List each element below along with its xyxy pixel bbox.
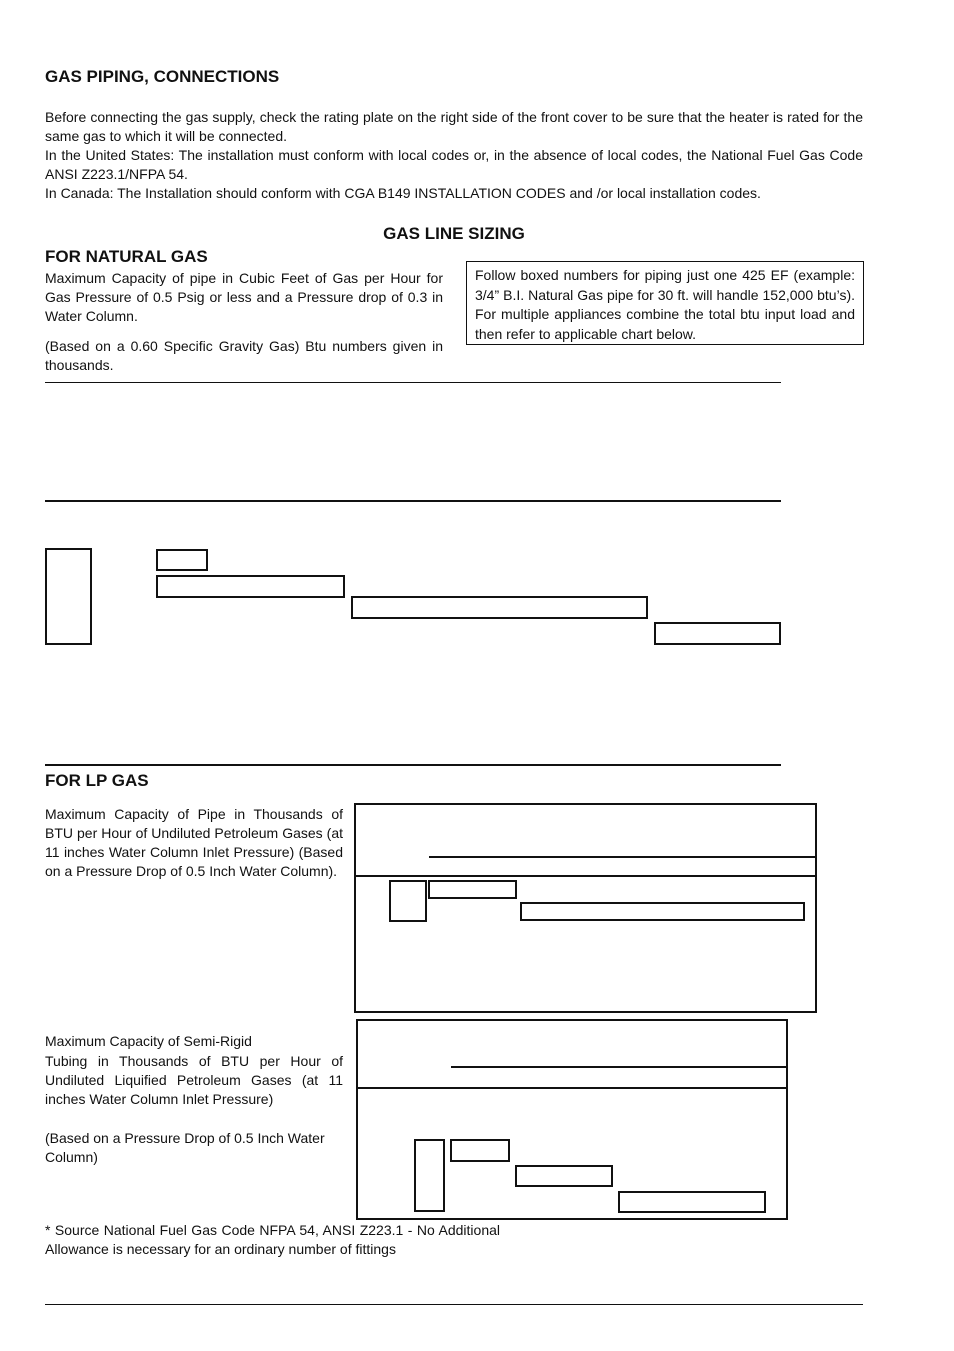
lp-tubing-highlight-box bbox=[618, 1191, 766, 1213]
lp-pipe-highlight-box bbox=[428, 880, 517, 899]
lp-pipe-table-header-rule bbox=[429, 856, 816, 858]
natural-gas-highlight-box bbox=[654, 622, 781, 645]
boxed-numbers-note: Follow boxed numbers for piping just one 425 EF (example: 3/4” B.I. Natural Gas pipe for 30 ft. will handle 152,000 btu’s). For multiple appliances combine the total btu input load and then refer to applicable chart below. bbox=[466, 261, 864, 345]
lp-pipe-table-header-rule bbox=[355, 875, 816, 877]
lp-tubing-highlight-box bbox=[515, 1165, 613, 1187]
intro-paragraph: In Canada: The Installation should conform with CGA B149 INSTALLATION CODES and /or local installation codes. bbox=[45, 185, 761, 201]
natural-gas-description: Maximum Capacity of pipe in Cubic Feet of Gas per Hour for Gas Pressure of 0.5 Psig or less and a Pressure drop of 0.3 in Water Column. bbox=[45, 270, 443, 324]
lp-tubing-table-header-rule bbox=[451, 1066, 787, 1068]
lp-pipe-highlight-box bbox=[520, 902, 805, 921]
lp-tubing-highlight-box bbox=[450, 1139, 510, 1162]
intro-text bbox=[45, 108, 863, 203]
natural-gas-highlight-box bbox=[156, 549, 208, 571]
page-bottom-rule bbox=[45, 1304, 863, 1305]
natural-gas-table-bottom-rule bbox=[45, 764, 781, 766]
intro-paragraph: In the United States: The installation must conform with local codes or, in the absence of local codes, the National Fuel Gas Code ANSI Z223.1/NFPA 54. bbox=[45, 147, 863, 182]
natural-gas-basis: (Based on a 0.60 Specific Gravity Gas) Btu numbers given in thousands. bbox=[45, 338, 443, 373]
natural-gas-highlight-box bbox=[45, 548, 92, 645]
intro-paragraph: Before connecting the gas supply, check the rating plate on the right side of the front cover to be sure that the heater is rated for the same gas to which it will be connected. bbox=[45, 109, 863, 144]
gas-line-sizing-title: GAS LINE SIZING bbox=[383, 224, 525, 243]
lp-tubing-description-title: Maximum Capacity of Semi-Rigid bbox=[45, 1033, 252, 1049]
source-footnote: * Source National Fuel Gas Code NFPA 54, ANSI Z223.1 - No Additional Allowance is necessary for an ordinary number of fittings bbox=[45, 1222, 500, 1257]
natural-gas-table-header-rule bbox=[45, 500, 781, 502]
lp-tubing-basis: (Based on a Pressure Drop of 0.5 Inch Water Column) bbox=[45, 1130, 325, 1165]
lp-tubing-table-header-rule bbox=[357, 1087, 787, 1089]
section-title: GAS PIPING, CONNECTIONS bbox=[45, 67, 280, 86]
lp-gas-heading: FOR LP GAS bbox=[45, 771, 149, 790]
lp-pipe-highlight-box bbox=[389, 880, 427, 922]
natural-gas-highlight-box bbox=[156, 575, 345, 598]
natural-gas-highlight-box bbox=[351, 596, 648, 619]
natural-gas-heading: FOR NATURAL GAS bbox=[45, 247, 208, 266]
lp-tubing-highlight-box bbox=[414, 1139, 445, 1212]
lp-pipe-description: Maximum Capacity of Pipe in Thousands of BTU per Hour of Undiluted Petroleum Gases (at 11 inches Water Column Inlet Pressure) (Based on a Pressure Drop of 0.5 Inch Water Column). bbox=[45, 806, 343, 879]
natural-gas-table-top-rule bbox=[45, 382, 781, 383]
lp-tubing-description: Tubing in Thousands of BTU per Hour of Undiluted Liquified Petroleum Gases (at 11 inches Water Column Inlet Pressure) bbox=[45, 1053, 343, 1107]
